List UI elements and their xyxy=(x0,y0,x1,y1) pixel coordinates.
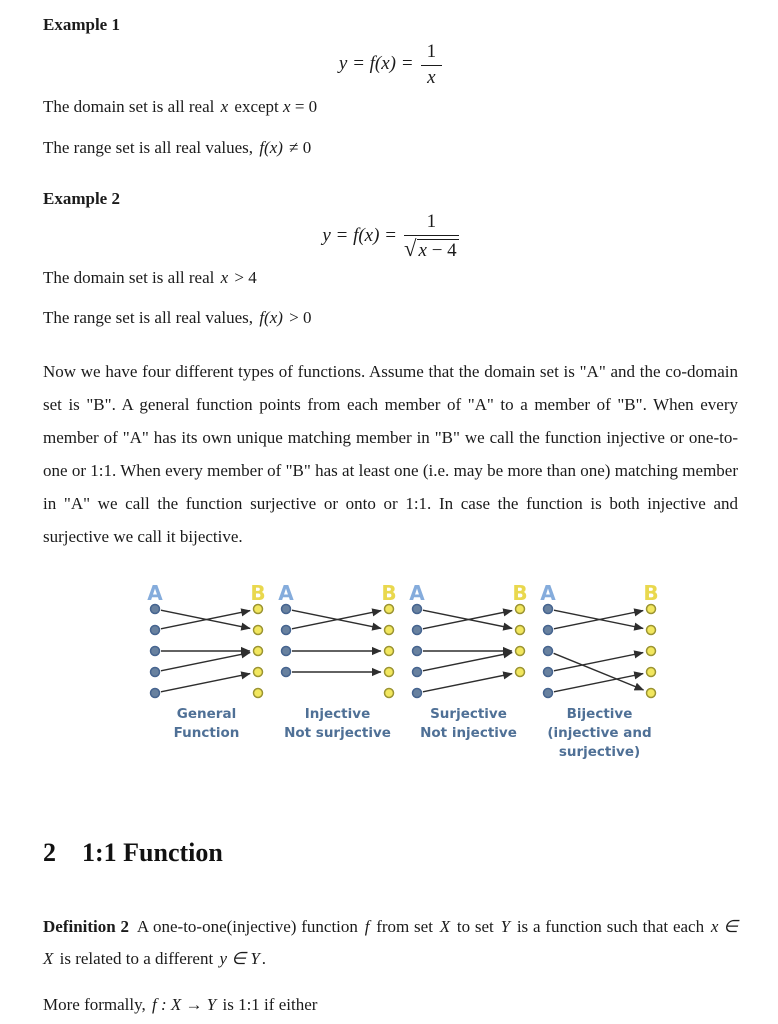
domain1-rest: = 0 xyxy=(290,96,318,116)
codomain-dot xyxy=(385,604,394,613)
range2-rest: > 0 xyxy=(284,307,312,327)
domain-dot xyxy=(282,667,291,676)
domain1-var-x2: x xyxy=(283,96,291,116)
more-formally-line xyxy=(43,995,738,1015)
range2-fx: f(x) xyxy=(259,307,283,327)
mapping-arrow xyxy=(554,653,644,690)
definition-label: Definition 2 xyxy=(43,916,130,936)
more-formally-rest: is 1:1 if either xyxy=(218,994,318,1014)
radicand xyxy=(417,239,459,261)
def-var-x: X xyxy=(439,916,451,936)
set-A-label: A xyxy=(147,580,163,605)
example1-formula xyxy=(43,41,738,89)
formula1-numerator: 1 xyxy=(421,41,443,66)
def-seg3: to set xyxy=(452,916,499,936)
more-formally-text: More formally, xyxy=(43,994,151,1014)
formula2-numerator: 1 xyxy=(404,211,459,236)
domain2-rest: > 4 xyxy=(230,267,257,287)
range2-text: The range set is all real values, xyxy=(43,307,258,327)
mapping-arrow xyxy=(423,652,512,670)
radical-sign: √ xyxy=(404,235,417,261)
set-B-label: B xyxy=(512,580,528,605)
domain-dot xyxy=(282,625,291,634)
more-formally-math: f : X → Y xyxy=(152,994,217,1014)
domain-dot xyxy=(544,604,553,613)
example2-heading: Example 2 xyxy=(43,188,120,208)
section-heading xyxy=(43,837,738,869)
domain-dot xyxy=(544,646,553,655)
formula1-lhs: y = f(x) = xyxy=(338,53,414,75)
domain-dot xyxy=(151,688,160,697)
panel-caption: Bijective xyxy=(566,705,633,722)
codomain-dot xyxy=(516,625,525,634)
domain-dot xyxy=(151,625,160,634)
set-A-label: A xyxy=(540,580,556,605)
domain1-mid: except xyxy=(230,96,284,116)
definition-paragraph xyxy=(43,911,738,976)
diagram-panels xyxy=(141,569,738,765)
codomain-dot xyxy=(516,604,525,613)
codomain-dot xyxy=(385,625,394,634)
function-types-paragraph: Now we have four different types of functions. Assume that the domain set is "A" and the co-domain set is "B". A general function points from each member of "A" to a member of "B". When every member of "A" has its own unique matching member in "B" we call the function injective or one-to-one or 1:1. When every member of "B" has at least one (i.e. may be more than one) matching member in "A" we call the function surjective or onto or 1:1. In case the function is both injective and surjective we call it bijective. xyxy=(43,361,738,546)
mapping-panel-1 xyxy=(141,569,271,765)
def-math-y-in-Y: y ∈ Y xyxy=(219,949,260,969)
domain-dot xyxy=(413,625,422,634)
domain-dot xyxy=(544,625,553,634)
def-var-f: f xyxy=(364,916,370,936)
codomain-dot xyxy=(254,688,263,697)
codomain-dot xyxy=(254,625,263,634)
domain-dot xyxy=(413,604,422,613)
panel-caption: Surjective xyxy=(430,705,507,722)
codomain-dot xyxy=(254,646,263,655)
range1-text: The range set is all real values, xyxy=(43,137,258,157)
domain1-text: The domain set is all real xyxy=(43,96,219,116)
codomain-dot xyxy=(385,646,394,655)
set-B-label: B xyxy=(250,580,266,605)
def-seg5: is related to a different xyxy=(55,949,218,969)
domain2-text: The domain set is all real xyxy=(43,267,219,287)
section-number: 2 xyxy=(43,837,56,867)
panel-caption: (injective and xyxy=(547,724,652,741)
radicand-rest: − 4 xyxy=(426,239,457,261)
mapping-panel-4 xyxy=(534,569,664,765)
codomain-dot xyxy=(647,667,656,676)
codomain-dot xyxy=(516,667,525,676)
def-math-x-in-X: x ∈ X xyxy=(43,916,738,969)
section-title: 1:1 Function xyxy=(82,837,223,867)
example1-range-line xyxy=(43,138,738,158)
set-A-label: A xyxy=(278,580,294,605)
domain-dot xyxy=(282,604,291,613)
set-A-label: A xyxy=(409,580,425,605)
formula2-lhs: y = f(x) = xyxy=(322,224,398,246)
formula2-denominator xyxy=(404,236,459,262)
codomain-dot xyxy=(647,688,656,697)
mapping-arrow xyxy=(161,673,250,691)
mapping-arrow xyxy=(554,673,643,691)
codomain-dot xyxy=(385,688,394,697)
domain-dot xyxy=(282,646,291,655)
domain2-var-x: x xyxy=(220,267,229,287)
example1-heading: Example 1 xyxy=(43,15,120,34)
domain-dot xyxy=(151,667,160,676)
codomain-dot xyxy=(254,667,263,676)
def-var-y: Y xyxy=(500,916,511,936)
example2-domain-line xyxy=(43,268,738,288)
panel-caption: Not surjective xyxy=(284,724,391,741)
codomain-dot xyxy=(647,646,656,655)
codomain-dot xyxy=(647,625,656,634)
example2-formula xyxy=(43,211,738,262)
set-B-label: B xyxy=(381,580,397,605)
domain-dot xyxy=(544,667,553,676)
formula1-denominator: x xyxy=(427,66,436,88)
panel-caption: Function xyxy=(173,724,240,741)
mapping-arrow xyxy=(423,673,512,691)
panel-caption: Not injective xyxy=(420,724,517,741)
def-period: . xyxy=(261,949,267,969)
codomain-dot xyxy=(385,667,394,676)
domain-dot xyxy=(151,604,160,613)
range1-fx: f(x) xyxy=(259,137,283,157)
def-seg1: A one-to-one(injective) function xyxy=(133,916,363,936)
function-types-diagram xyxy=(141,569,738,765)
panel-caption: General xyxy=(176,705,237,722)
mapping-panel-2 xyxy=(272,569,402,765)
range1-rest: ≠ 0 xyxy=(284,137,312,157)
mapping-panel-3 xyxy=(403,569,533,765)
mapping-arrow xyxy=(554,652,643,670)
domain1-var-x: x xyxy=(220,96,229,116)
def-seg2: from set xyxy=(371,916,438,936)
formula1-fraction xyxy=(421,41,443,89)
panel-caption: Injective xyxy=(304,705,371,722)
codomain-dot xyxy=(254,604,263,613)
domain-dot xyxy=(413,688,422,697)
domain-dot xyxy=(413,646,422,655)
domain-dot xyxy=(413,667,422,676)
example1-domain-line xyxy=(43,97,738,117)
def-seg4: is a function such that each xyxy=(512,916,709,936)
panel-caption: surjective) xyxy=(558,743,641,760)
domain-dot xyxy=(151,646,160,655)
set-B-label: B xyxy=(643,580,659,605)
codomain-dot xyxy=(516,646,525,655)
mapping-arrow xyxy=(161,652,250,670)
domain-dot xyxy=(544,688,553,697)
codomain-dot xyxy=(647,604,656,613)
formula2-fraction xyxy=(404,211,459,262)
example2-range-line xyxy=(43,308,738,328)
radicand-var: x xyxy=(418,239,427,261)
